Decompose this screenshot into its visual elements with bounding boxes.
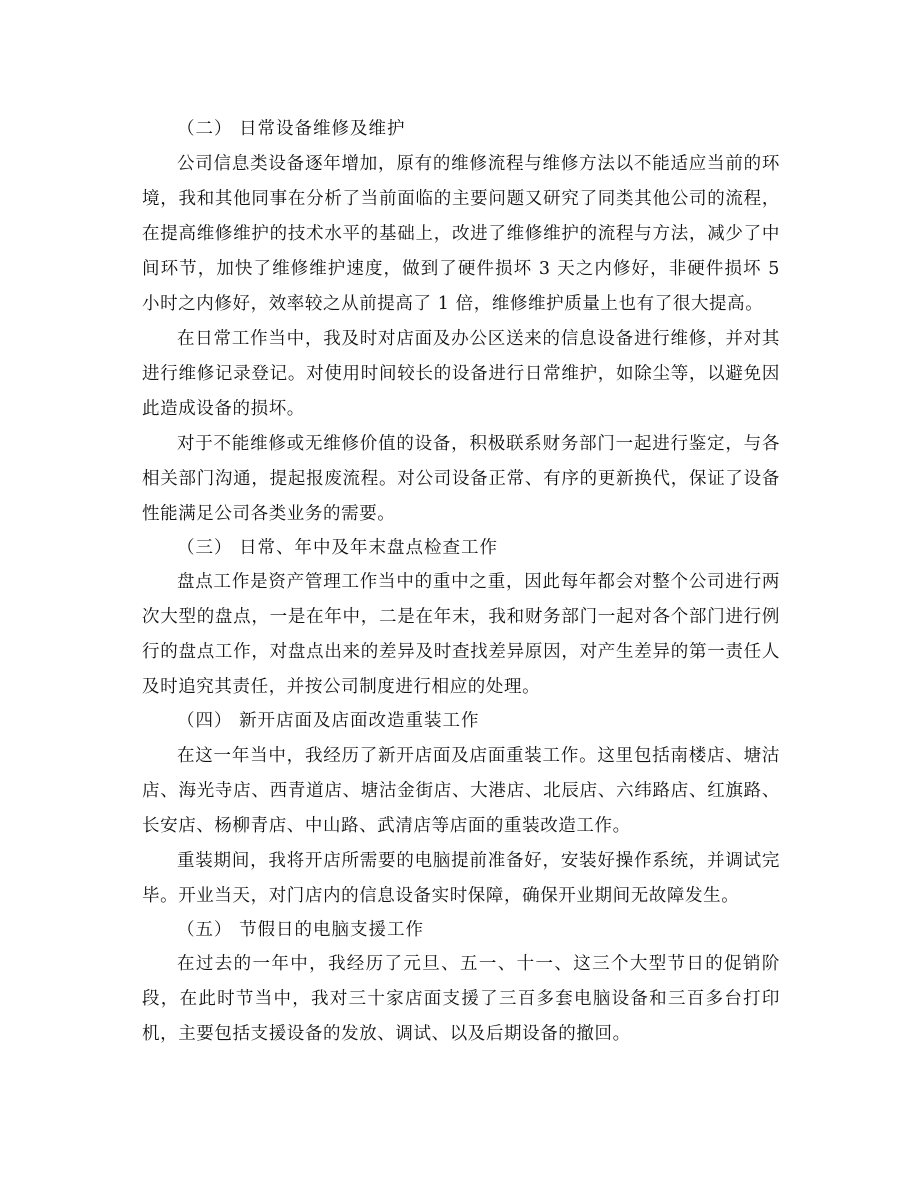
section-heading: （三） 日常、年中及年末盘点检查工作 <box>177 537 499 558</box>
document-page <box>142 113 780 1052</box>
paragraph: 重装期间，我将开店所需要的电脑提前准备好，安装好操作系统，并调试完毕。开业当天，对门店内的信息设备实时保障，确保开业期间无故障发生。 <box>142 850 780 906</box>
paragraph: 盘点工作是资产管理工作当中的重中之重，因此每年都会对整个公司进行两次大型的盘点，一是在年中，二是在年末，我和财务部门一起对各个部门进行例行的盘点工作，对盘点出来的差异及时查找差异原因，对产生差异的第一责任人及时追究其责任，并按公司制度进行相应的处理。 <box>142 572 780 697</box>
section-2 <box>142 113 780 532</box>
paragraph: 在这一年当中，我经历了新开店面及店面重装工作。这里包括南楼店、塘沽店、海光寺店、西青道店、塘沽金街店、大港店、北辰店、六纬路店、红旗路、长安店、杨柳青店、中山路、武清店等店面的重装改造工作。 <box>142 745 780 836</box>
section-heading: （五） 节假日的电脑支援工作 <box>177 919 425 940</box>
paragraph: 对于不能维修或无维修价值的设备，积极联系财务部门一起进行鉴定，与各相关部门沟通，提起报废流程。对公司设备正常、有序的更新换代，保证了设备性能满足公司各类业务的需要。 <box>142 433 780 524</box>
paragraph: 公司信息类设备逐年增加，原有的维修流程与维修方法以不能适应当前的环境，我和其他同事在分析了当前面临的主要问题又研究了同类其他公司的流程，在提高维修维护的技术水平的基础上，改进了维修维护的流程与方法，减少了中间环节，加快了维修维护速度，做到了硬件损坏 3 天之内修好，非硬件损坏 5 小时之内修好，效率较之从前提高了 1 倍，维修维护质量上也有了很大提高。 <box>142 153 780 314</box>
section-3 <box>142 532 780 706</box>
section-heading: （四） 新开店面及店面改造重装工作 <box>177 711 480 731</box>
paragraph: 在过去的一年中，我经历了元旦、五一、十一、这三个大型节日的促销阶段，在此时节当中，我对三十家店面支援了三百多套电脑设备和三百多台打印机，主要包括支援设备的发放、调试、以及后期设备的撤回。 <box>142 954 780 1044</box>
section-5 <box>142 914 780 1053</box>
section-4 <box>142 705 780 914</box>
section-heading: （二） 日常设备维修及维护 <box>177 119 406 139</box>
paragraph: 在日常工作当中，我及时对店面及办公区送来的信息设备进行维修，并对其进行维修记录登记。对使用时间较长的设备进行日常维护，如除尘等，以避免因此造成设备的损坏。 <box>142 328 780 419</box>
